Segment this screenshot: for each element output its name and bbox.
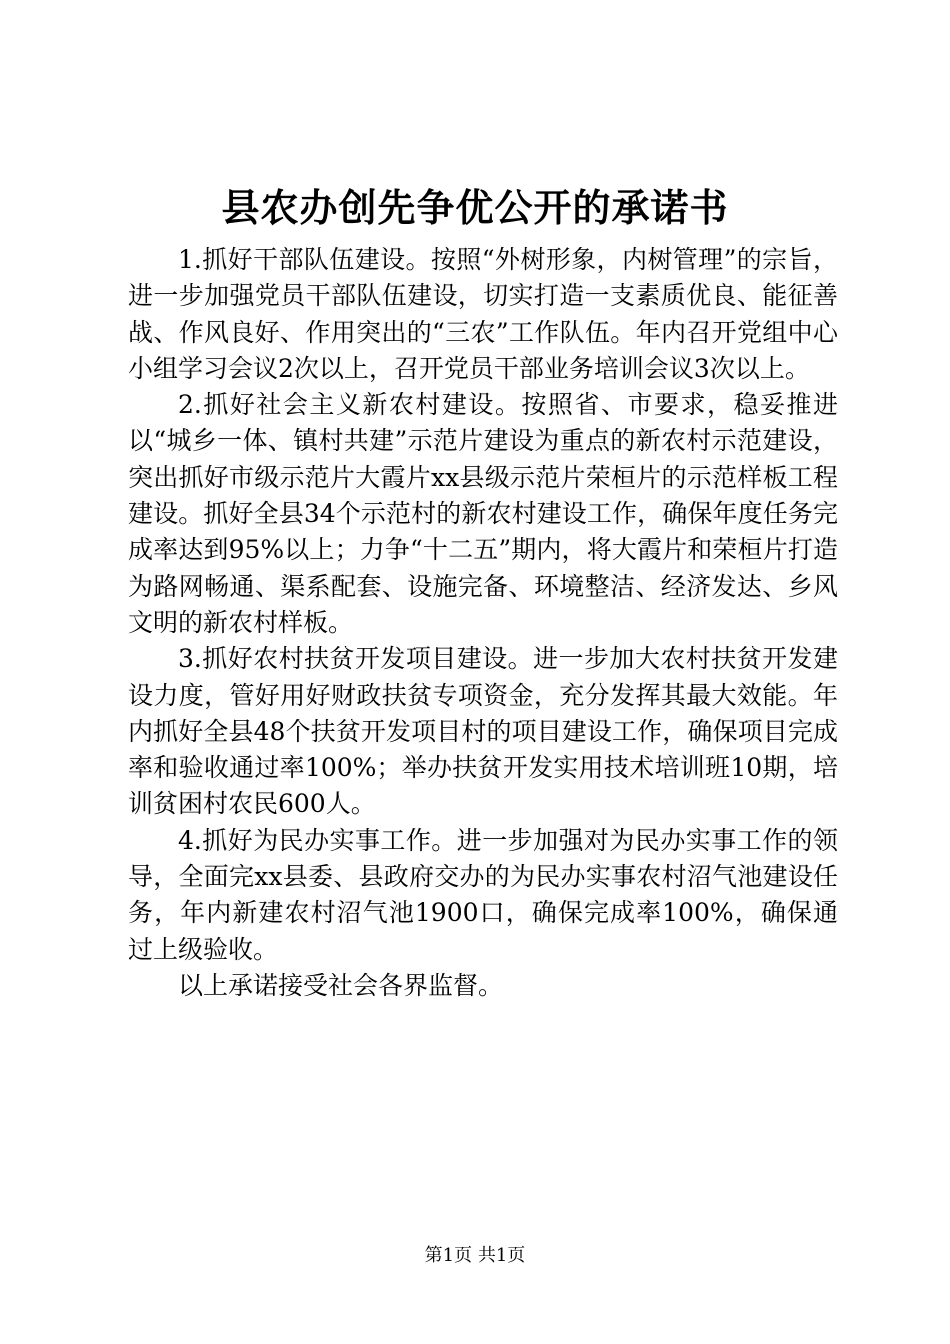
paragraph-4: 4.抓好为民办实事工作。进一步加强对为民办实事工作的领导，全面完xx县委、县政府交办的为民办实事农村沼气池建设任务，年内新建农村沼气池1900口，确保完成率100%，确保通过上级验收。 — [128, 825, 838, 964]
document-body — [128, 242, 838, 1004]
paragraph-3: 3.抓好农村扶贫开发项目建设。进一步加大农村扶贫开发建设力度，管好用好财政扶贫专项资金，充分发挥其最大效能。年内抓好全县48个扶贫开发项目村的项目建设工作，确保项目完成率和验收通过率100%；举办扶贫开发实用技术培训班10期，培训贫困村农民600人。 — [128, 644, 838, 819]
closing-paragraph: 以上承诺接受社会各界监督。 — [178, 970, 504, 1000]
page-number-footer: 第1页 共1页 — [424, 1245, 526, 1266]
paragraph-1: 1.抓好干部队伍建设。按照“外树形象，内树管理”的宗旨，进一步加强党员干部队伍建设，切实打造一支素质优良、能征善战、作风良好、作用突出的“三农”工作队伍。年内召开党组中心小组学习会议2次以上，召开党员干部业务培训会议3次以上。 — [128, 245, 838, 383]
document-title: 县农办创先争优公开的承诺书 — [221, 185, 729, 230]
paragraph-2: 2.抓好社会主义新农村建设。按照省、市要求，稳妥推进以“城乡一体、镇村共建”示范片建设为重点的新农村示范建设，突出抓好市级示范片大霞片xx县级示范片荣桓片的示范样板工程建设。抓好全县34个示范村的新农村建设工作，确保年度任务完成率达到95%以上；力争“十二五”期内，将大霞片和荣桓片打造为路网畅通、渠系配套、设施完备、环境整洁、经济发达、乡风文明的新农村样板。 — [128, 390, 838, 637]
